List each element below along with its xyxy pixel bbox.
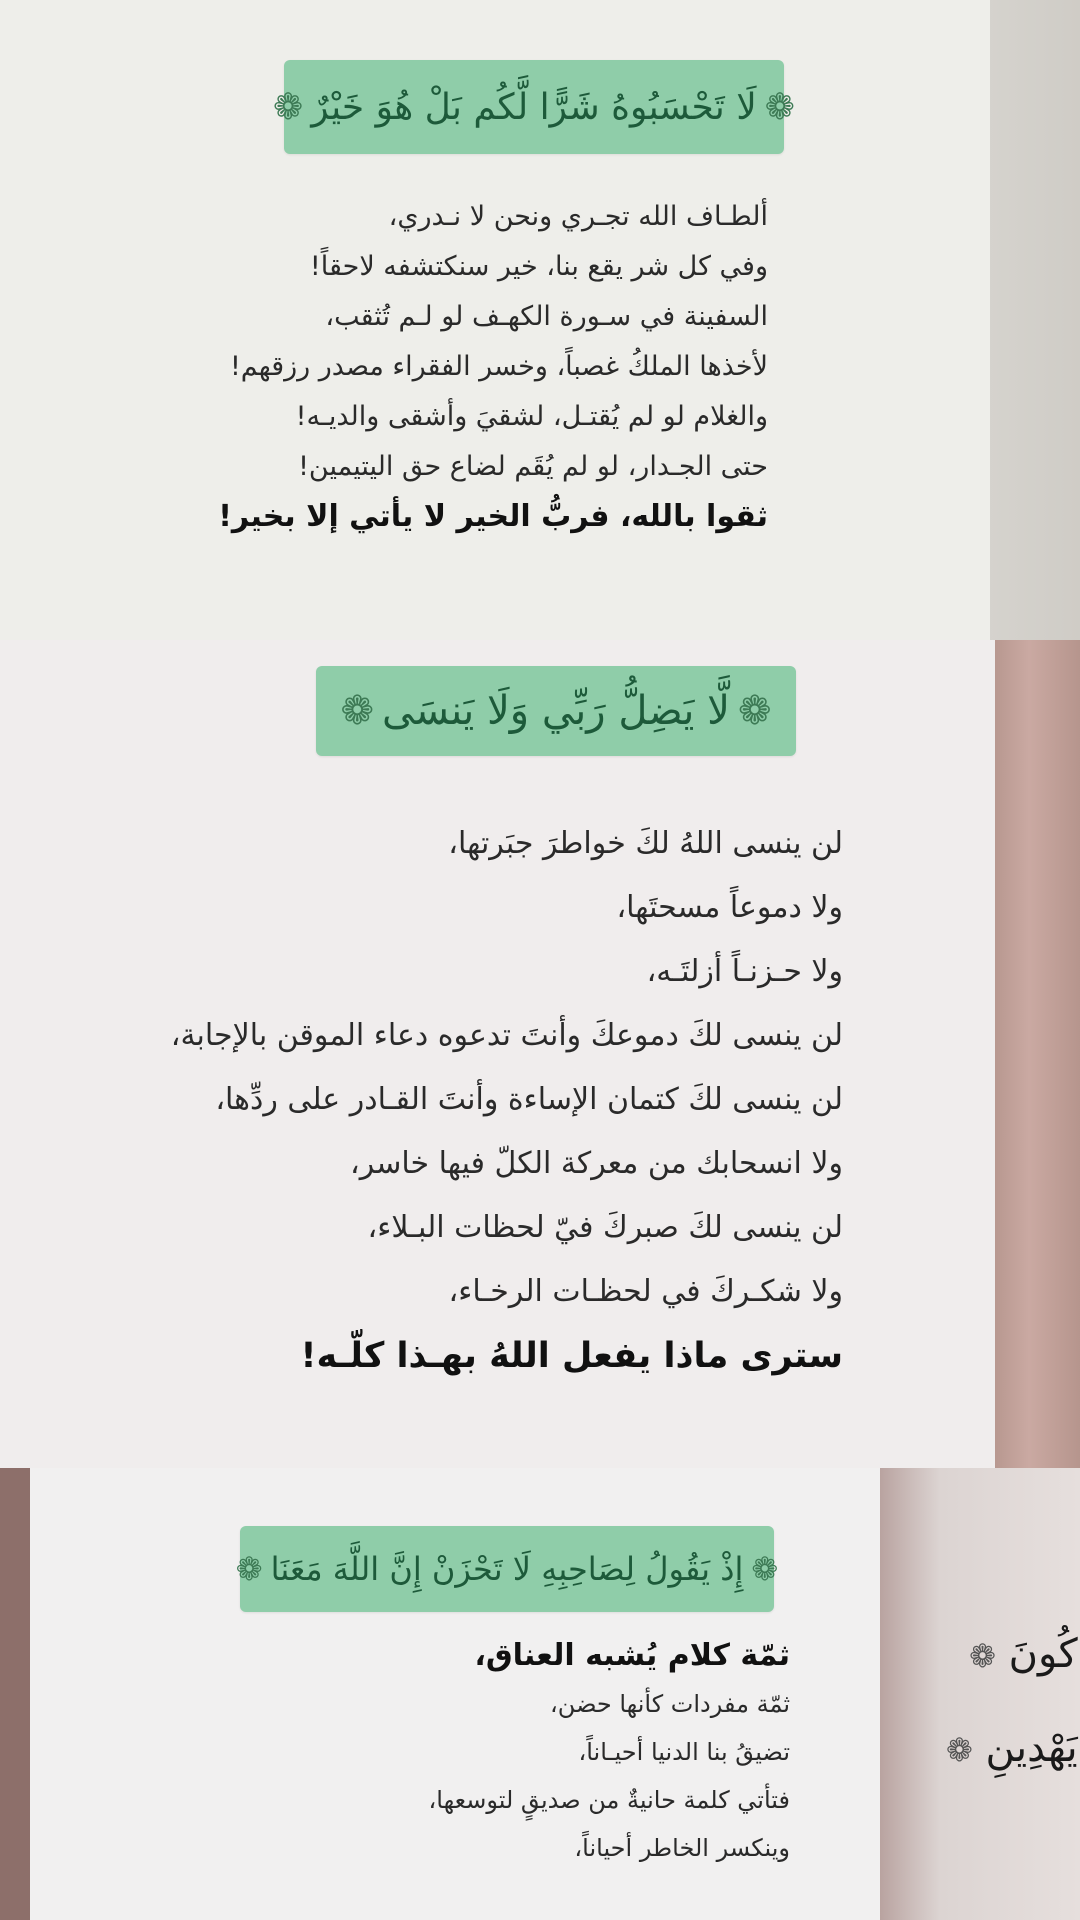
verse-text: لَّا يَضِلُّ رَبِّي وَلَا يَنسَى: [382, 688, 730, 734]
ornament-icon: ❁: [946, 1731, 973, 1769]
text-line: ولا دموعاً مسحتَها،: [616, 890, 843, 925]
text-line: ولا شكـركَ في لحظـات الرخـاء،: [448, 1274, 843, 1309]
text-line: ولا حـزنـاً أزلتَـه،: [646, 954, 843, 989]
text-line: لن ينسى لكَ دموعكَ وأنتَ تدعوه دعاء الموقن بالإجابة،: [170, 1018, 843, 1053]
verse-text: إِذْ يَقُولُ لِصَاحِبِهِ لَا تَحْزَنْ إِنَّ اللَّهَ مَعَنَا: [270, 1550, 744, 1588]
ornament-icon: ❁: [235, 1550, 263, 1588]
photo-panel-3: [0, 1468, 1080, 1920]
closing-line: سترى ماذا يفعل اللهُ بهـذا كلّـه!: [300, 1336, 843, 1376]
verse-text: لَا تَحْسَبُوهُ شَرًّا لَّكُم بَلْ هُوَ خَيْرٌ: [311, 86, 757, 128]
adjacent-page-fragments: [946, 1608, 1078, 1796]
text-line: والغلام لو لم يُقتـل، لشقيَ وأشقى والديـه!: [295, 401, 768, 432]
text-line: لن ينسى لكَ كتمان الإساءة وأنتَ القـادر على ردِّها،: [215, 1082, 843, 1117]
ornament-icon: ❁: [751, 1550, 779, 1588]
verse-banner: [316, 666, 796, 756]
prose-lines: [429, 1632, 790, 1872]
text-line: لن ينسى اللهُ لكَ خواطرَ جبَرتها،: [448, 826, 843, 861]
book-page: [0, 0, 990, 640]
ornament-icon: ❁: [737, 688, 772, 734]
prose-lines: [218, 192, 768, 542]
verse-banner: [273, 60, 795, 154]
fragment-text: كُونَ: [1008, 1631, 1078, 1677]
photo-panel-2: [0, 640, 1080, 1468]
book-page: [0, 640, 995, 1468]
text-line: حتى الجـدار، لو لم يُقَم لضاع حق اليتيمين!: [298, 451, 768, 482]
page-edge: [995, 640, 1080, 1468]
ornament-icon: ❁: [969, 1637, 996, 1675]
text-line: لن ينسى لكَ صبركَ فيّ لحظات البـلاء،: [367, 1210, 843, 1245]
ornament-icon: ❁: [273, 86, 304, 128]
fragment-text: يَهْدِينِ: [985, 1725, 1078, 1771]
photo-panel-1: [0, 0, 1080, 640]
text-line: وفي كل شر يقع بنا، خير سنكتشفه لاحقاً!: [309, 251, 768, 282]
prose-lines: [171, 812, 843, 1388]
ornament-icon: ❁: [764, 86, 795, 128]
text-line: لأخذها الملكُ غصباً، وخسر الفقراء مصدر رزقهم!: [229, 351, 768, 382]
text-line: السفينة في سـورة الكهـف لو لـم تُثقب،: [325, 301, 768, 332]
closing-line: ثقوا بالله، فربُّ الخير لا يأتي إلا بخير!: [218, 499, 768, 534]
verse-banner: [235, 1526, 779, 1612]
text-line: ثمّة مفردات كأنها حضن،: [550, 1690, 790, 1718]
text-line: ألطـاف الله تجـري ونحن لا نـدري،: [388, 201, 768, 232]
text-line: وينكسر الخاطر أحياناً،: [574, 1834, 790, 1862]
opening-line: ثمّة كلام يُشبه العناق،: [474, 1638, 790, 1673]
text-line: فتأتي كلمة حانيةٌ من صديقٍ لتوسعها،: [428, 1786, 790, 1814]
text-line: تضيقُ بنا الدنيا أحيـاناً،: [578, 1738, 790, 1766]
ornament-icon: ❁: [340, 688, 375, 734]
text-line: ولا انسحابك من معركة الكلّ فيها خاسر،: [350, 1146, 843, 1181]
